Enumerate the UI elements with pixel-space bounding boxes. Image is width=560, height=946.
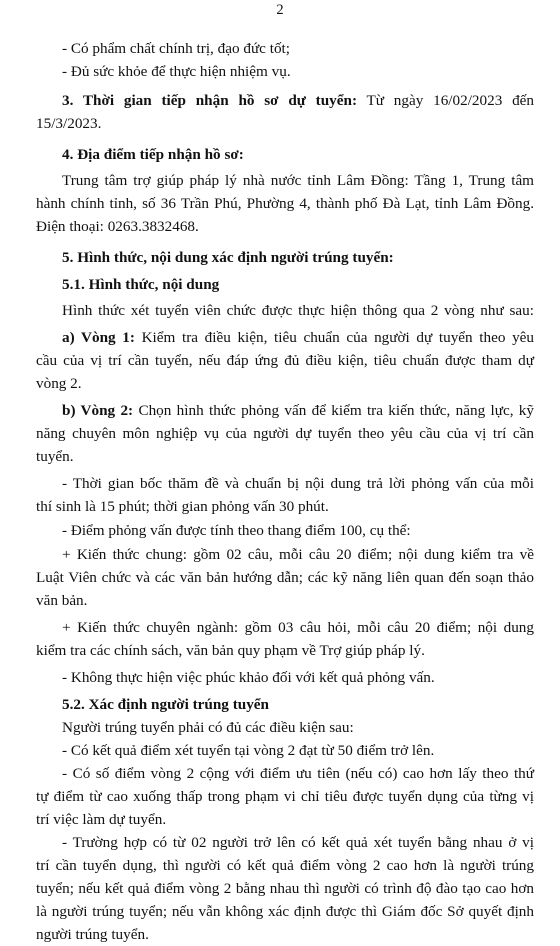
section-5-title: 5. Hình thức, nội dung xác định người trúng tuyển: xyxy=(62,249,394,266)
condition-line: tuyển; nếu kết quả điểm vòng 2 bằng nhau thì người có trình độ đào tạo cao hơn xyxy=(36,880,534,897)
condition-line: trí việc làm dự tuyển. xyxy=(36,811,167,828)
section-3-title: 3. Thời gian tiếp nhận hồ sơ dự tuyển: xyxy=(62,92,358,109)
condition-line: là người trúng tuyển; nếu vẫn không xác định được thì Giám đốc Sở quyết định xyxy=(36,903,534,920)
paragraph-line: Người trúng tuyển phải có đủ các điều kiện sau: xyxy=(62,719,354,736)
condition-line: người trúng tuyển. xyxy=(36,926,149,943)
requirement-line: - Đủ sức khỏe để thực hiện nhiệm vụ. xyxy=(62,63,291,80)
condition-line: - Có số điểm vòng 2 cộng với điểm ưu tiên (nếu có) cao hơn lấy theo thứ xyxy=(62,765,534,782)
specialized-knowledge-line: + Kiến thức chuyên ngành: gồm 03 câu hỏi, mỗi câu 20 điểm; nội dung xyxy=(62,619,534,636)
section-5-2-title: 5.2. Xác định người trúng tuyển xyxy=(62,696,269,713)
round-2-line: tuyển. xyxy=(36,448,74,465)
section-3-continuation: 15/3/2023. xyxy=(36,115,102,132)
round-2-line: b) Vòng 2: Chọn hình thức phỏng vấn để kiểm tra kiến thức, năng lực, kỹ xyxy=(62,402,534,419)
page-number: 2 xyxy=(276,2,284,18)
section-4-text: Trung tâm trợ giúp pháp lý nhà nước tỉnh Lâm Đồng: Tầng 1, Trung tâm xyxy=(62,172,534,189)
score-line: - Điểm phỏng vấn được tính theo thang điểm 100, cụ thể: xyxy=(62,522,411,539)
section-4-text: Điện thoại: 0263.3832468. xyxy=(36,218,199,235)
specialized-knowledge-line: kiểm tra các chính sách, văn bản quy phạm về Trợ giúp pháp lý. xyxy=(36,642,425,659)
round-1-line: vòng 2. xyxy=(36,375,82,392)
general-knowledge-line: văn bản. xyxy=(36,592,88,609)
round-2-line: năng chuyên môn nghiệp vụ của người dự tuyển theo yêu cầu của vị trí cần xyxy=(36,425,534,442)
round-1-line: a) Vòng 1: Kiểm tra điều kiện, tiêu chuẩn của người dự tuyển theo yêu xyxy=(62,329,534,346)
section-5-1-title: 5.1. Hình thức, nội dung xyxy=(62,276,220,293)
round-2-label: b) Vòng 2: xyxy=(62,402,134,419)
section-4-text: hành chính tỉnh, số 36 Trần Phú, Phường 4, thành phố Đà Lạt, tỉnh Lâm Đồng. xyxy=(36,195,534,212)
time-line: - Thời gian bốc thăm đề và chuẩn bị nội dung trả lời phỏng vấn của mỗi xyxy=(62,475,534,492)
round-1-line: cầu của vị trí cần tuyển, nếu đáp ứng đủ điều kiện, tiêu chuẩn được tham dự xyxy=(36,352,534,369)
round-1-label: a) Vòng 1: xyxy=(62,329,135,346)
requirement-line: - Có phẩm chất chính trị, đạo đức tốt; xyxy=(62,40,290,57)
general-knowledge-line: + Kiến thức chung: gồm 02 câu, mỗi câu 20 điểm; nội dung kiểm tra về xyxy=(62,546,534,563)
general-knowledge-line: Luật Viên chức và các văn bản hướng dẫn; các kỹ năng liên quan đến soạn thảo xyxy=(36,569,534,586)
time-line: thí sinh là 15 phút; thời gian phỏng vấn 30 phút. xyxy=(36,498,329,515)
document-body xyxy=(36,37,534,946)
condition-line: - Có kết quả điểm xét tuyển tại vòng 2 đạt từ 50 điểm trở lên. xyxy=(62,742,435,759)
no-review-line: - Không thực hiện việc phúc khảo đối với kết quả phỏng vấn. xyxy=(62,669,435,686)
condition-line: - Trường hợp có từ 02 người trở lên có kết quả xét tuyển bằng nhau ở vị xyxy=(62,834,534,851)
condition-line: trí cần tuyển dụng, thì người có kết quả điểm vòng 2 cao hơn là người trúng xyxy=(36,857,534,874)
section-4-title: 4. Địa điểm tiếp nhận hồ sơ: xyxy=(62,146,244,163)
paragraph-line: Hình thức xét tuyển viên chức được thực hiện thông qua 2 vòng như sau: xyxy=(62,302,534,319)
condition-line: tự điểm từ cao xuống thấp trong phạm vi chỉ tiêu được tuyển dụng của từng vị xyxy=(36,788,534,805)
section-3-line: 3. Thời gian tiếp nhận hồ sơ dự tuyển: Từ ngày 16/02/2023 đến xyxy=(62,92,534,109)
